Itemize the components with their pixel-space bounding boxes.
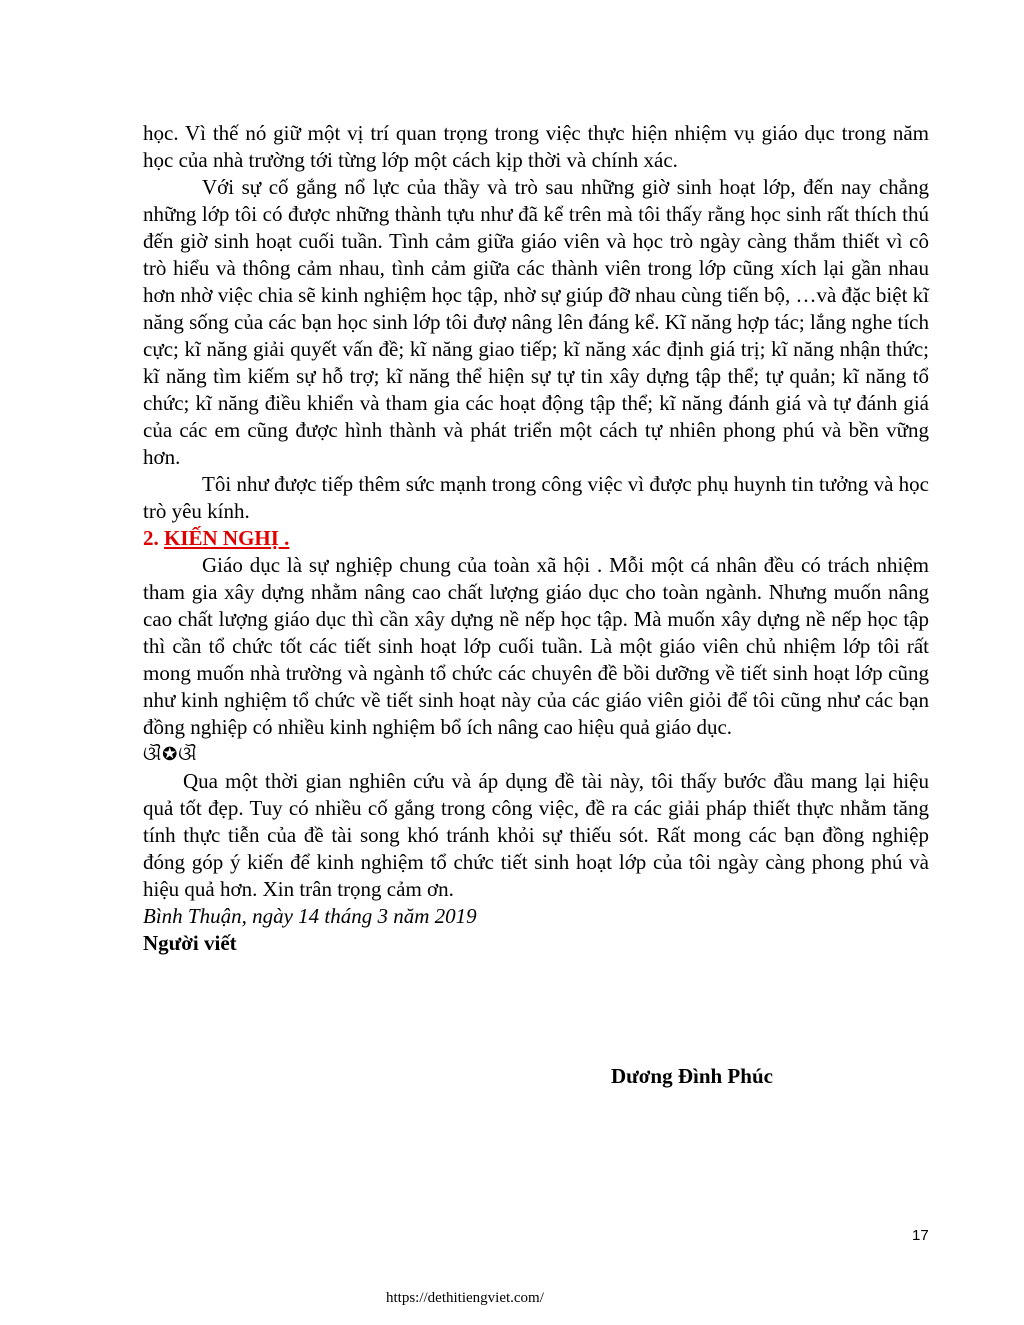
- page-number: 17: [912, 1227, 929, 1244]
- section-heading: [143, 525, 929, 552]
- paragraph-closing: Qua một thời gian nghiên cứu và áp dụng đề tài này, tôi thấy bước đầu mang lại hiệu quả tốt đẹp. Tuy có nhiều cố gắng trong công việc, đề ra các giải pháp thiết thực nhằm tăng tính thực tiễn của đề tài song khó tránh khỏi sự thiếu sót. Rất mong các bạn đồng nghiệp đóng góp ý kiến để kinh nghiệm tổ chức tiết sinh hoạt lớp của tôi ngày càng phong phú và hiệu quả hơn. Xin trân trọng cảm ơn.: [143, 769, 929, 901]
- paragraph-intro: học. Vì thế nó giữ một vị trí quan trọng trong việc thực hiện nhiệm vụ giáo dục trong năm học của nhà trường tới từng lớp một cách kịp thời và chính xác.: [143, 121, 929, 172]
- signer-label: Người viết: [143, 931, 237, 955]
- section-title: KIẾN NGHỊ .: [164, 526, 290, 550]
- place-date: Bình Thuận, ngày 14 tháng 3 năm 2019: [143, 904, 477, 928]
- document-body: [143, 120, 929, 957]
- ornament-divider: ଔ✪ଔ: [143, 744, 198, 765]
- section-number: 2.: [143, 526, 164, 550]
- author-name: Dương Đình Phúc: [611, 1064, 773, 1088]
- paragraph-results: Với sự cố gắng nổ lực của thầy và trò sau những giờ sinh hoạt lớp, đến nay chẳng những lớp tôi có được những thành tựu như đã kể trên mà tôi thấy rằng học sinh rất thích thú đến giờ sinh hoạt cuối tuần. Tình cảm giữa giáo viên và học trò ngày càng thắm thiết vì cô trò hiểu và thông cảm nhau, tình cảm giữa các thành viên trong lớp cũng xích lại gần nhau hơn nhờ việc chia sẽ kinh nghiệm học tập, nhờ sự giúp đỡ nhau cùng tiến bộ, …và đặc biệt kĩ năng sống của các bạn học sinh lớp tôi đượ nâng lên đáng kể. Kĩ năng hợp tác; lắng nghe tích cực; kĩ năng giải quyết vấn đề; kĩ năng giao tiếp; kĩ năng xác định giá trị; kĩ năng nhận thức; kĩ năng tìm kiếm sự hỗ trợ; kĩ năng thể hiện sự tự tin xây dựng tập thể; tự quản; kĩ năng tổ chức; kĩ năng điều khiển và tham gia các hoạt động tập thể; kĩ năng đánh giá và tự đánh giá của các em cũng được hình thành và phát triển một cách tự nhiên phong phú và bền vững hơn.: [143, 175, 929, 469]
- footer-url[interactable]: https://dethitiengviet.com/: [386, 1290, 544, 1306]
- paragraph-support: Tôi như được tiếp thêm sức mạnh trong công việc vì được phụ huynh tin tưởng và học trò yêu kính.: [143, 472, 929, 523]
- paragraph-recommendation: Giáo dục là sự nghiệp chung của toàn xã hội . Mỗi một cá nhân đều có trách nhiệm tham gia xây dựng nhằm nâng cao chất lượng giáo dục cho toàn ngành. Nhưng muốn nâng cao chất lượng giáo dục thì cần xây dựng nề nếp học tập. Mà muốn xây dựng nề nếp học tập thì cần tổ chức tốt các tiết sinh hoạt lớp cuối tuần. Là một giáo viên chủ nhiệm lớp tôi rất mong muốn nhà trường và ngành tổ chức các chuyên đề bồi dưỡng về tiết sinh hoạt lớp cũng như kinh nghiệm tổ chức về tiết sinh hoạt này của các giáo viên giỏi để tôi cũng như các bạn đồng nghiệp có nhiều kinh nghiệm bổ ích nâng cao hiệu quả giáo dục.: [143, 553, 929, 739]
